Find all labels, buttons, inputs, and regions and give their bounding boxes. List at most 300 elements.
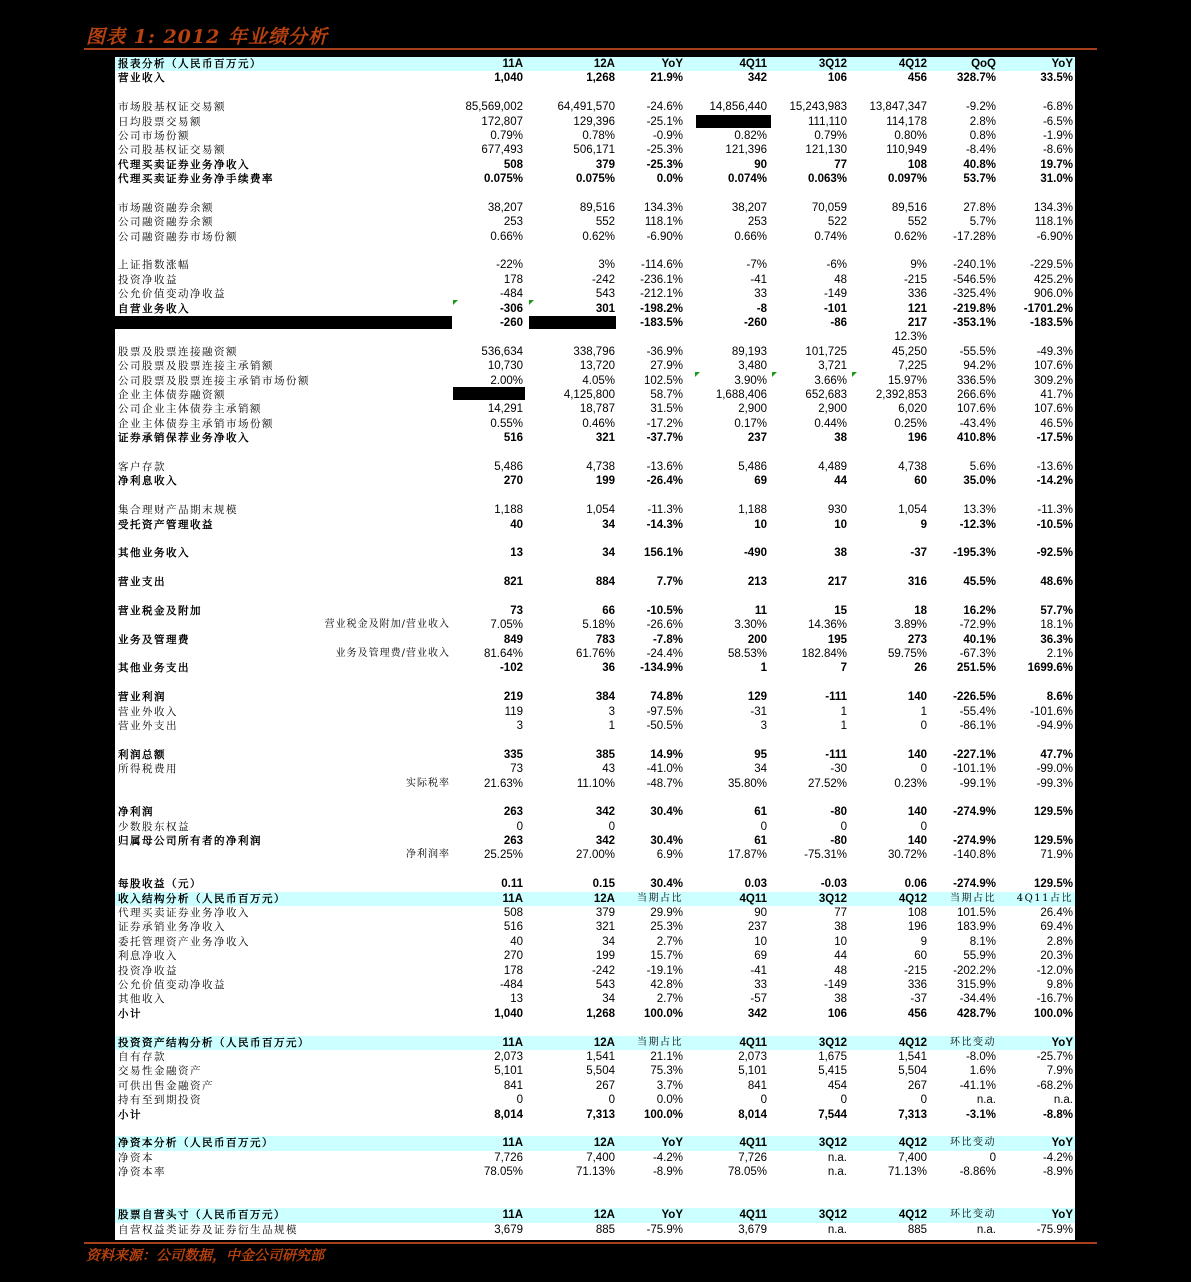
value-cell: 156.1%: [643, 547, 683, 560]
value-cell: -57: [750, 993, 767, 1006]
value-cell: 27.9%: [650, 360, 683, 373]
value-cell: 0.8%: [969, 129, 996, 142]
value-cell: 0.06: [904, 878, 927, 891]
value-cell: 13,720: [579, 360, 615, 373]
value-cell: 5,101: [494, 1065, 523, 1078]
value-cell: 1,268: [586, 72, 615, 85]
table-row: [115, 1050, 1075, 1064]
row-label: 自有存款: [118, 1050, 166, 1063]
value-cell: 19.7%: [1040, 158, 1073, 171]
value-cell: 61: [754, 806, 767, 819]
value-cell: -149: [823, 288, 847, 301]
value-cell: 5.6%: [969, 460, 996, 473]
column-header: 12A: [593, 1209, 615, 1222]
value-cell: 129.5%: [1033, 878, 1073, 891]
table-row: [115, 273, 1075, 287]
value-cell: 1,541: [586, 1050, 615, 1063]
value-cell: 2.8%: [1046, 935, 1073, 948]
value-cell: 27.52%: [807, 777, 847, 790]
row-label: 每股收益（元）: [118, 878, 202, 891]
table-row: [115, 575, 1075, 589]
value-cell: 129.5%: [1033, 806, 1073, 819]
value-cell: -14.3%: [646, 518, 683, 531]
value-cell: 26.4%: [1040, 907, 1073, 920]
value-cell: 34: [754, 763, 767, 776]
table-row: [115, 129, 1075, 143]
column-header: 3Q12: [818, 1036, 847, 1049]
value-cell: 217: [907, 317, 927, 330]
value-cell: 1,268: [586, 1007, 615, 1020]
table-row: [115, 1007, 1075, 1021]
table-row: [115, 748, 1075, 762]
value-cell: 2.8%: [969, 115, 996, 128]
table-row: [115, 1079, 1075, 1093]
value-cell: 7,726: [738, 1151, 767, 1164]
spacer-row: [115, 1194, 1075, 1208]
value-cell: 3: [608, 705, 615, 718]
row-label: 证券承销保荐业务净收入: [118, 432, 250, 445]
value-cell: 0.79%: [490, 129, 523, 142]
table-row: [115, 1064, 1075, 1078]
value-cell: 38,207: [487, 201, 523, 214]
bottom-rule: [84, 1242, 1097, 1244]
spacer-row: [115, 244, 1075, 258]
value-cell: -198.2%: [640, 302, 683, 315]
column-header: YoY: [661, 1209, 683, 1222]
value-cell: 930: [827, 504, 847, 517]
row-label: 受托资产管理收益: [118, 518, 214, 531]
value-cell: 5,504: [898, 1065, 927, 1078]
value-cell: 906.0%: [1033, 288, 1073, 301]
value-cell: -80: [830, 806, 847, 819]
value-cell: -31: [750, 705, 767, 718]
value-cell: 36.3%: [1040, 633, 1073, 646]
table-row: [115, 172, 1075, 186]
value-cell: 200: [747, 633, 767, 646]
value-cell: -111: [825, 691, 847, 704]
value-cell: 3: [516, 719, 523, 732]
row-label: 代理买卖证券业务净收入: [118, 907, 250, 920]
value-cell: 0.17%: [734, 417, 767, 430]
value-cell: -13.6%: [1036, 460, 1073, 473]
value-cell: 75.3%: [650, 1065, 683, 1078]
value-cell: 11: [754, 604, 767, 617]
row-label: 企业主体债券融资额: [118, 388, 226, 401]
row-label: 股票及股票连接融资额: [118, 345, 238, 358]
value-cell: n.a.: [827, 1151, 847, 1164]
revenue-structure-header-row: [115, 892, 1075, 906]
value-cell: 33.5%: [1040, 72, 1073, 85]
value-cell: -8.86%: [959, 1166, 996, 1179]
column-header: 11A: [502, 1036, 523, 1049]
value-cell: 90: [754, 158, 767, 171]
value-cell: 21.1%: [650, 1050, 683, 1063]
value-cell: 31.5%: [650, 403, 683, 416]
column-header: 4Q11: [739, 1209, 767, 1222]
column-header: 12A: [593, 58, 615, 70]
value-cell: 213: [747, 576, 767, 589]
value-cell: -41: [750, 964, 767, 977]
value-cell: 0: [840, 1094, 847, 1107]
value-cell: 27.8%: [963, 201, 996, 214]
value-cell: 0.82%: [734, 129, 767, 142]
row-label: 市场股基权证交易额: [118, 101, 226, 114]
value-cell: 69.4%: [1040, 921, 1073, 934]
value-cell: 9%: [910, 259, 927, 272]
value-cell: 30.72%: [887, 849, 927, 862]
value-cell: 0.063%: [807, 173, 847, 186]
value-cell: 35.80%: [727, 777, 767, 790]
value-cell: -215: [903, 964, 927, 977]
value-cell: -149: [823, 979, 847, 991]
value-cell: 3.66%: [814, 374, 847, 387]
value-cell: 342: [747, 1007, 767, 1020]
value-cell: -72.9%: [959, 619, 996, 632]
value-cell: -36.9%: [646, 345, 683, 358]
value-cell: 40.1%: [963, 633, 996, 646]
column-header: 4Q11: [739, 1137, 767, 1150]
value-cell: 315.9%: [956, 979, 996, 991]
value-cell: -86: [830, 317, 847, 330]
value-cell: 35.0%: [963, 475, 996, 488]
value-cell: 2,073: [494, 1050, 523, 1063]
value-cell: -41: [750, 273, 767, 286]
value-cell: 3: [760, 719, 767, 732]
value-cell: 1.6%: [969, 1065, 996, 1078]
value-cell: 30.4%: [650, 806, 683, 819]
value-cell: 1,688,406: [715, 388, 767, 401]
value-cell: -10.5%: [646, 604, 683, 617]
value-cell: 74.8%: [650, 691, 683, 704]
value-cell: 107.6%: [1033, 403, 1073, 416]
value-cell: -240.1%: [953, 259, 996, 272]
value-cell: -8.6%: [1042, 144, 1073, 157]
row-label: 代理买卖证券业务净收入: [118, 158, 250, 171]
table-row: [115, 518, 1075, 532]
row-label: 证券承销业务净收入: [118, 921, 226, 934]
value-cell: 34: [602, 935, 615, 948]
value-cell: 1,040: [494, 1007, 523, 1020]
column-header: 3Q12: [818, 1209, 847, 1222]
value-cell: 71.9%: [1040, 849, 1073, 862]
value-cell: 338,796: [573, 345, 615, 358]
value-cell: 4,125,800: [563, 388, 615, 401]
value-cell: -3.1%: [965, 1108, 996, 1121]
value-cell: 508: [503, 907, 523, 920]
value-cell: 4,489: [818, 460, 847, 473]
value-cell: -306: [499, 302, 523, 315]
row-label: 利润总额: [118, 748, 166, 761]
spacer-row: [115, 863, 1075, 877]
value-cell: 270: [503, 475, 523, 488]
row-label: 公司融资融券市场份额: [118, 230, 238, 243]
value-cell: -55.4%: [959, 705, 996, 718]
comment-marker-icon: [852, 372, 857, 377]
row-label: 可供出售金融资产: [118, 1079, 214, 1092]
value-cell: 8,014: [738, 1108, 767, 1121]
table-row: [115, 834, 1075, 848]
value-cell: 0.15: [592, 878, 615, 891]
value-cell: -37: [910, 993, 927, 1006]
value-cell: 552: [595, 216, 615, 229]
value-cell: -202.2%: [953, 964, 996, 977]
value-cell: 428.7%: [956, 1007, 996, 1020]
value-cell: -484: [499, 288, 523, 301]
value-cell: 42.8%: [650, 979, 683, 991]
value-cell: 2.1%: [1046, 648, 1073, 661]
value-cell: 34: [602, 518, 615, 531]
column-header: 环比变动: [950, 1209, 996, 1221]
comment-marker-icon: [695, 372, 700, 377]
value-cell: 4,738: [898, 460, 927, 473]
table-row: [115, 848, 1075, 862]
value-cell: 0.03: [744, 878, 767, 891]
value-cell: 516: [503, 432, 523, 445]
value-cell: 3,679: [738, 1223, 767, 1236]
spacer-row: [115, 446, 1075, 460]
column-header: QoQ: [971, 58, 996, 70]
table-row: [115, 877, 1075, 891]
value-cell: -4.2%: [652, 1151, 683, 1164]
value-cell: 33: [754, 288, 767, 301]
value-cell: 134.3%: [1033, 201, 1073, 214]
value-cell: 34: [602, 993, 615, 1006]
value-cell: 6.9%: [656, 849, 683, 862]
value-cell: 4,738: [586, 460, 615, 473]
row-label: 营业收入: [118, 72, 166, 85]
value-cell: -183.5%: [1030, 317, 1073, 330]
value-cell: 2.00%: [490, 374, 523, 387]
value-cell: -242: [591, 273, 615, 286]
value-cell: -68.2%: [1036, 1079, 1073, 1092]
value-cell: 81.64%: [483, 648, 523, 661]
table-row: [115, 158, 1075, 172]
value-cell: -229.5%: [1030, 259, 1073, 272]
value-cell: -546.5%: [953, 273, 996, 286]
value-cell: 183.9%: [956, 921, 996, 934]
row-label: 公司股基权证交易额: [118, 144, 226, 157]
column-header: 11A: [502, 1137, 523, 1150]
value-cell: -17.2%: [646, 417, 683, 430]
value-cell: 0.23%: [894, 777, 927, 790]
value-cell: -34.4%: [959, 993, 996, 1006]
value-cell: 199: [595, 950, 615, 963]
value-cell: -8.9%: [652, 1166, 683, 1179]
redaction-bar: [696, 115, 771, 128]
value-cell: 1,054: [586, 504, 615, 517]
value-cell: 342: [595, 835, 615, 848]
value-cell: 516: [503, 921, 523, 934]
row-label: 交易性金融资产: [118, 1065, 202, 1078]
value-cell: -219.8%: [953, 302, 996, 315]
value-cell: 456: [907, 1007, 927, 1020]
value-cell: -7%: [746, 259, 767, 272]
value-cell: 536,634: [481, 345, 523, 358]
value-cell: -48.7%: [646, 777, 683, 790]
value-cell: -260: [499, 317, 523, 330]
value-cell: -80: [830, 835, 847, 848]
top-rule: [84, 48, 1097, 50]
value-cell: 30.4%: [650, 878, 683, 891]
table-row: [115, 949, 1075, 963]
column-header: 4Q12: [898, 892, 927, 905]
value-cell: 309.2%: [1033, 374, 1073, 387]
value-cell: 266.6%: [956, 388, 996, 401]
table-row: [115, 345, 1075, 359]
column-header: YoY: [1051, 1209, 1073, 1222]
value-cell: 0.66%: [490, 230, 523, 243]
value-cell: 0: [608, 1094, 615, 1107]
column-header: 3Q12: [818, 58, 847, 70]
value-cell: 301: [595, 302, 615, 315]
value-cell: 1699.6%: [1027, 662, 1073, 675]
row-label: 自营业务收入: [118, 302, 190, 315]
table-row: [115, 647, 1075, 661]
column-header: YoY: [1051, 58, 1073, 70]
value-cell: 425.2%: [1033, 273, 1073, 286]
value-cell: 199: [595, 475, 615, 488]
value-cell: 2.7%: [656, 993, 683, 1006]
value-cell: 0.097%: [887, 173, 927, 186]
value-cell: 3,721: [818, 360, 847, 373]
column-header: 12A: [593, 892, 615, 905]
value-cell: -6.5%: [1042, 115, 1073, 128]
value-cell: 316: [907, 576, 927, 589]
value-cell: 71.13%: [575, 1166, 615, 1179]
row-label: 公司股票及股票连接主承销额: [118, 360, 274, 373]
row-label: 归属母公司所有者的净利润: [118, 835, 262, 848]
value-cell: 27.00%: [575, 849, 615, 862]
value-cell: 77: [834, 158, 847, 171]
column-header: YoY: [1051, 1137, 1073, 1150]
value-cell: 6,020: [898, 403, 927, 416]
value-cell: 0: [920, 820, 927, 833]
value-cell: 107.6%: [956, 403, 996, 416]
value-cell: 90: [754, 907, 767, 920]
value-cell: 140: [907, 691, 927, 704]
spacer-row: [115, 561, 1075, 575]
value-cell: 3.89%: [894, 619, 927, 632]
value-cell: 841: [503, 1079, 523, 1092]
value-cell: 178: [503, 964, 523, 977]
value-cell: 0.075%: [575, 173, 615, 186]
value-cell: -274.9%: [953, 806, 996, 819]
spacer-row: [115, 1021, 1075, 1035]
value-cell: 385: [595, 748, 615, 761]
value-cell: 0: [760, 1094, 767, 1107]
value-cell: 71.13%: [887, 1166, 927, 1179]
value-cell: 15.97%: [887, 374, 927, 387]
value-cell: 7,400: [898, 1151, 927, 1164]
value-cell: 0.66%: [734, 230, 767, 243]
ratio-label: 营业税金及附加/营业收入: [324, 619, 450, 631]
value-cell: -13.6%: [646, 460, 683, 473]
value-cell: 0.0%: [656, 1094, 683, 1107]
table-row: [115, 604, 1075, 618]
net-capital-header-row: [115, 1136, 1075, 1150]
value-cell: 45,250: [891, 345, 927, 358]
row-label: 集合理财产品期末规模: [118, 504, 238, 517]
value-cell: n.a.: [976, 1223, 996, 1236]
value-cell: 57.7%: [1040, 604, 1073, 617]
row-label: 自营权益类证券及证券衍生品规模: [118, 1223, 298, 1236]
value-cell: 18,787: [579, 403, 615, 416]
spacer-row: [115, 187, 1075, 201]
value-cell: 118.1%: [644, 216, 683, 229]
value-cell: -195.3%: [953, 547, 996, 560]
value-cell: 5,415: [818, 1065, 847, 1078]
value-cell: 140: [907, 835, 927, 848]
ratio-label: 净利润率: [406, 849, 450, 861]
value-cell: 456: [907, 72, 927, 85]
value-cell: -6.90%: [1036, 230, 1073, 243]
value-cell: 3,679: [494, 1223, 523, 1236]
value-cell: 58.7%: [650, 388, 683, 401]
value-cell: 2.7%: [656, 935, 683, 948]
column-header: 4Q11: [739, 58, 767, 70]
financial-table: [115, 57, 1075, 1240]
value-cell: 2,900: [818, 403, 847, 416]
value-cell: 0: [516, 820, 523, 833]
value-cell: 0.78%: [582, 129, 615, 142]
value-cell: -226.5%: [953, 691, 996, 704]
value-cell: 5,504: [586, 1065, 615, 1078]
value-cell: 13: [510, 547, 523, 560]
value-cell: 9: [920, 935, 927, 948]
table-row: [115, 546, 1075, 560]
row-label: 投资净收益: [118, 964, 178, 977]
value-cell: -25.3%: [646, 144, 683, 157]
value-cell: 1: [840, 705, 847, 718]
row-label: 代理买卖证券业务净手续费率: [118, 173, 274, 186]
value-cell: 41.7%: [1040, 388, 1073, 401]
value-cell: 34: [602, 547, 615, 560]
row-label: 营业外支出: [118, 719, 178, 732]
row-label: 公司股票及股票连接主承销市场份额: [118, 374, 310, 387]
column-header: 4Q12: [898, 1036, 927, 1049]
value-cell: -215: [903, 273, 927, 286]
spacer-row: [115, 589, 1075, 603]
value-cell: 10: [834, 518, 847, 531]
row-label: 其他业务收入: [118, 547, 190, 560]
value-cell: -101.1%: [953, 763, 996, 776]
table-row: [115, 115, 1075, 129]
value-cell: 100.0%: [643, 1007, 683, 1020]
value-cell: 10,730: [487, 360, 523, 373]
value-cell: 342: [595, 806, 615, 819]
value-cell: -75.9%: [1036, 1223, 1073, 1236]
row-label: 公司融资融券余额: [118, 216, 214, 229]
table-row: [115, 1108, 1075, 1122]
value-cell: 506,171: [573, 144, 615, 157]
value-cell: 12.3%: [894, 331, 927, 344]
value-cell: -7.8%: [652, 633, 683, 646]
comment-marker-icon: [453, 300, 458, 305]
value-cell: 0: [760, 820, 767, 833]
table-row: [115, 100, 1075, 114]
value-cell: 36: [602, 662, 615, 675]
column-header: YoY: [1051, 1036, 1073, 1049]
value-cell: 885: [595, 1223, 615, 1236]
value-cell: 14.9%: [650, 748, 683, 761]
value-cell: -12.3%: [959, 518, 996, 531]
value-cell: 48: [834, 273, 847, 286]
value-cell: 77: [834, 907, 847, 920]
value-cell: -17.28%: [953, 230, 996, 243]
table-row: [115, 258, 1075, 272]
table-row: [115, 143, 1075, 157]
value-cell: -274.9%: [953, 835, 996, 848]
